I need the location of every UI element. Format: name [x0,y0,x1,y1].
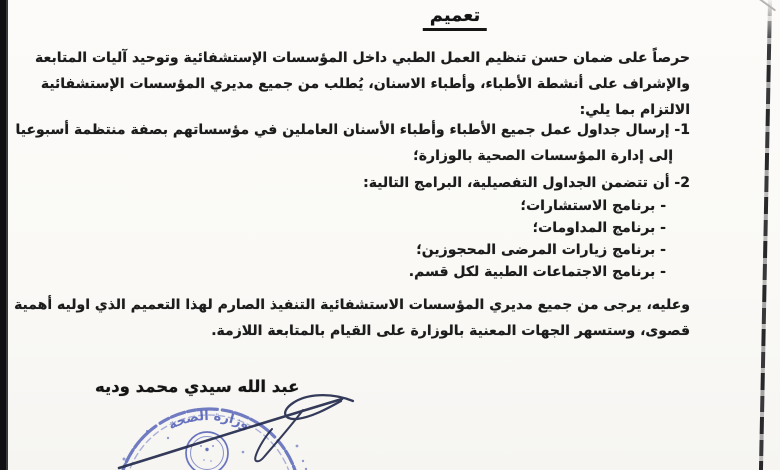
ministry-stamp-icon [118,409,307,470]
item-2: 2- أن تتضمن الجداول التفصيلية، البرامج التالية: [363,175,690,191]
svg-text:وزارة الصحة [166,409,252,433]
signature-scribble-icon [119,395,353,468]
document-title: تعميم [423,5,487,31]
stamp-ink-specks [123,430,308,470]
program-item-4: - برنامج الاجتماعات الطبية لكل قسم. [408,264,666,280]
item-1-line-1: 1- إرسال جداول عمل جميع الأطباء وأطباء الأسنان العاملين في مؤسساتهم بصفة منتظمة أسبوعيا [15,122,690,138]
signatory-name: عبد الله سيدي محمد وديه [95,377,300,396]
intro-line-1: حرصاً على ضمان حسن تنظيم العمل الطبي داخل المؤسسات الإستشفائية وتوحيد آليات المتابعة [35,50,690,66]
closing-line-1: وعليه، يرجى من جميع مديري المؤسسات الاستشفائية التنفيذ الصارم لهذا التعميم الذي اوليه أهمية [14,297,690,313]
program-item-3: - برنامج زيارات المرضى المحجوزين؛ [416,242,666,258]
intro-line-2: والإشراف على أنشطة الأطباء، وأطباء الاسنان، يُطلب من جميع مديري المؤسسات الإستشفائية [40,76,690,92]
intro-line-3: الالتزام بما يلي: [579,102,690,118]
scan-right-edge [759,0,772,470]
item-1-line-2: إلى إدارة المؤسسات الصحية بالوزارة؛ [413,148,673,164]
closing-line-2: قصوى، وستسهر الجهات المعنية بالوزارة على القيام بالمتابعة اللازمة. [211,323,690,339]
program-item-2: - برنامج المداومات؛ [532,220,666,236]
stamp-arc-text: وزارة الصحة [166,408,252,434]
stamp-emblem-icon [186,432,228,470]
program-item-1: - برنامج الاستشارات؛ [520,198,666,214]
scan-left-edge [0,0,8,470]
